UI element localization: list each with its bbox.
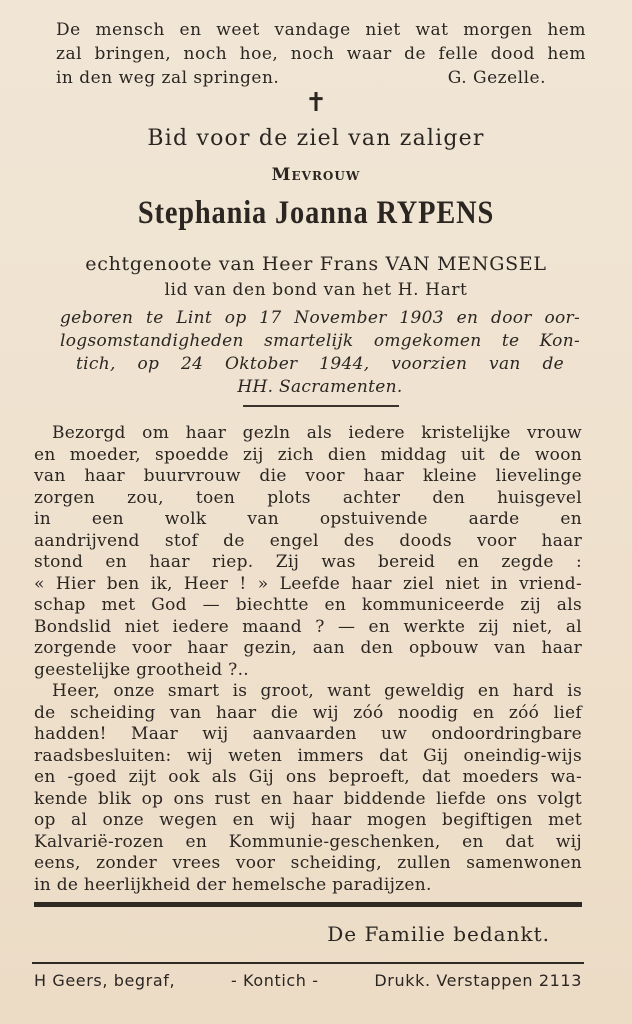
printer-footer xyxy=(34,971,582,990)
prayer-line: Bid voor de ziel van zaliger xyxy=(147,126,485,151)
eulogy-line: « Hier ben ik, Heer ! » Leefde haar ziel niet in vriend- xyxy=(34,573,582,594)
quote-line: in den weg zal springen. xyxy=(56,68,280,88)
quote-author: G. Gezelle. xyxy=(447,68,546,88)
eulogy-line: de scheiding van haar die wij zóó noodig en zóó lief xyxy=(34,702,582,723)
born-line: tich, op 24 Oktober 1944, voorzien van de xyxy=(76,354,564,374)
eulogy-line: zorgen zou, toen plots achter den huisgevel xyxy=(34,487,582,508)
eulogy-line: Kalvarië-rozen en Kommunie-geschenken, en dat wij xyxy=(34,831,582,852)
eulogy-line: Heer, onze smart is groot, want geweldig en hard is xyxy=(52,681,582,701)
deceased-name: Stephania Joanna RYPENS xyxy=(137,195,495,231)
birth-death-paragraph xyxy=(60,307,580,399)
footer-undertaker: H Geers, begraf, xyxy=(34,971,176,990)
eulogy-line: op al onze wegen en wij haar mogen begiftigen met xyxy=(34,810,582,830)
eulogy-line: Bondslid niet iedere maand ? — en werkte zij niet, al xyxy=(34,616,582,637)
divider-short xyxy=(243,405,399,407)
footer-printer: Drukk. Verstappen 2113 xyxy=(374,971,582,990)
born-line: geboren te Lint op 17 November 1903 en door oor- xyxy=(60,308,580,328)
footer-location: - Kontich - xyxy=(230,971,319,990)
eulogy-line: raadsbesluiten: wij weten immers dat Gij oneindig-wijs xyxy=(34,745,582,766)
eulogy-line: schap met God — biechtte en kommuniceerde zij als xyxy=(34,595,582,615)
title-mevrouw: Mevrouw xyxy=(271,165,361,185)
born-line: logsomstandigheden smartelijk omgekomen te Kon- xyxy=(60,331,580,351)
eulogy-line: in de heerlijkheid der hemelsche paradijzen. xyxy=(34,874,432,895)
eulogy-line: kende blik op ons rust en haar biddende liefde ons volgt xyxy=(34,788,582,809)
eulogy-line: en moeder, spoedde zij zich dien middag uit de woon xyxy=(34,444,582,465)
eulogy-line: in een wolk van opstuivende aarde en xyxy=(34,509,582,529)
eulogy-line: hadden! Maar wij aanvaarden uw ondoordringbare xyxy=(34,724,582,744)
eulogy-line: van haar buurvrouw die voor haar kleine lievelinge xyxy=(34,466,582,486)
membership-line: lid van den bond van het H. Hart xyxy=(164,280,468,300)
divider-thin xyxy=(32,962,584,964)
eulogy-line: geestelijke grootheid ?.. xyxy=(34,659,249,680)
eulogy-line: aandrijvend stof de engel des doods voor haar xyxy=(34,530,582,551)
family-thanks: De Familie bedankt. xyxy=(327,922,550,946)
divider-thick xyxy=(34,902,582,907)
gezelle-quote xyxy=(56,18,586,90)
eulogy-text xyxy=(34,423,582,896)
eulogy-line: eens, zonder vrees voor scheiding, zullen samenwonen xyxy=(34,853,582,873)
born-line: HH. Sacramenten. xyxy=(237,377,403,397)
eulogy-line: stond en haar riep. Zij was bereid en zegde : xyxy=(34,552,582,572)
cross-icon: ✝ xyxy=(305,88,327,118)
quote-line: De mensch en weet vandage niet wat morgen hem xyxy=(56,20,586,40)
spouse-line: echtgenoote van Heer Frans VAN MENGSEL xyxy=(85,253,547,275)
eulogy-line: en -goed zijt ook als Gij ons beproeft, dat moeders wa- xyxy=(34,767,582,787)
quote-line: zal bringen, noch hoe, noch waar de felle dood hem xyxy=(56,44,586,64)
eulogy-line: zorgende voor haar gezin, aan den opbouw van haar xyxy=(34,638,582,658)
eulogy-line: Bezorgd om haar gezln als iedere kristelijke vrouw xyxy=(52,423,582,443)
